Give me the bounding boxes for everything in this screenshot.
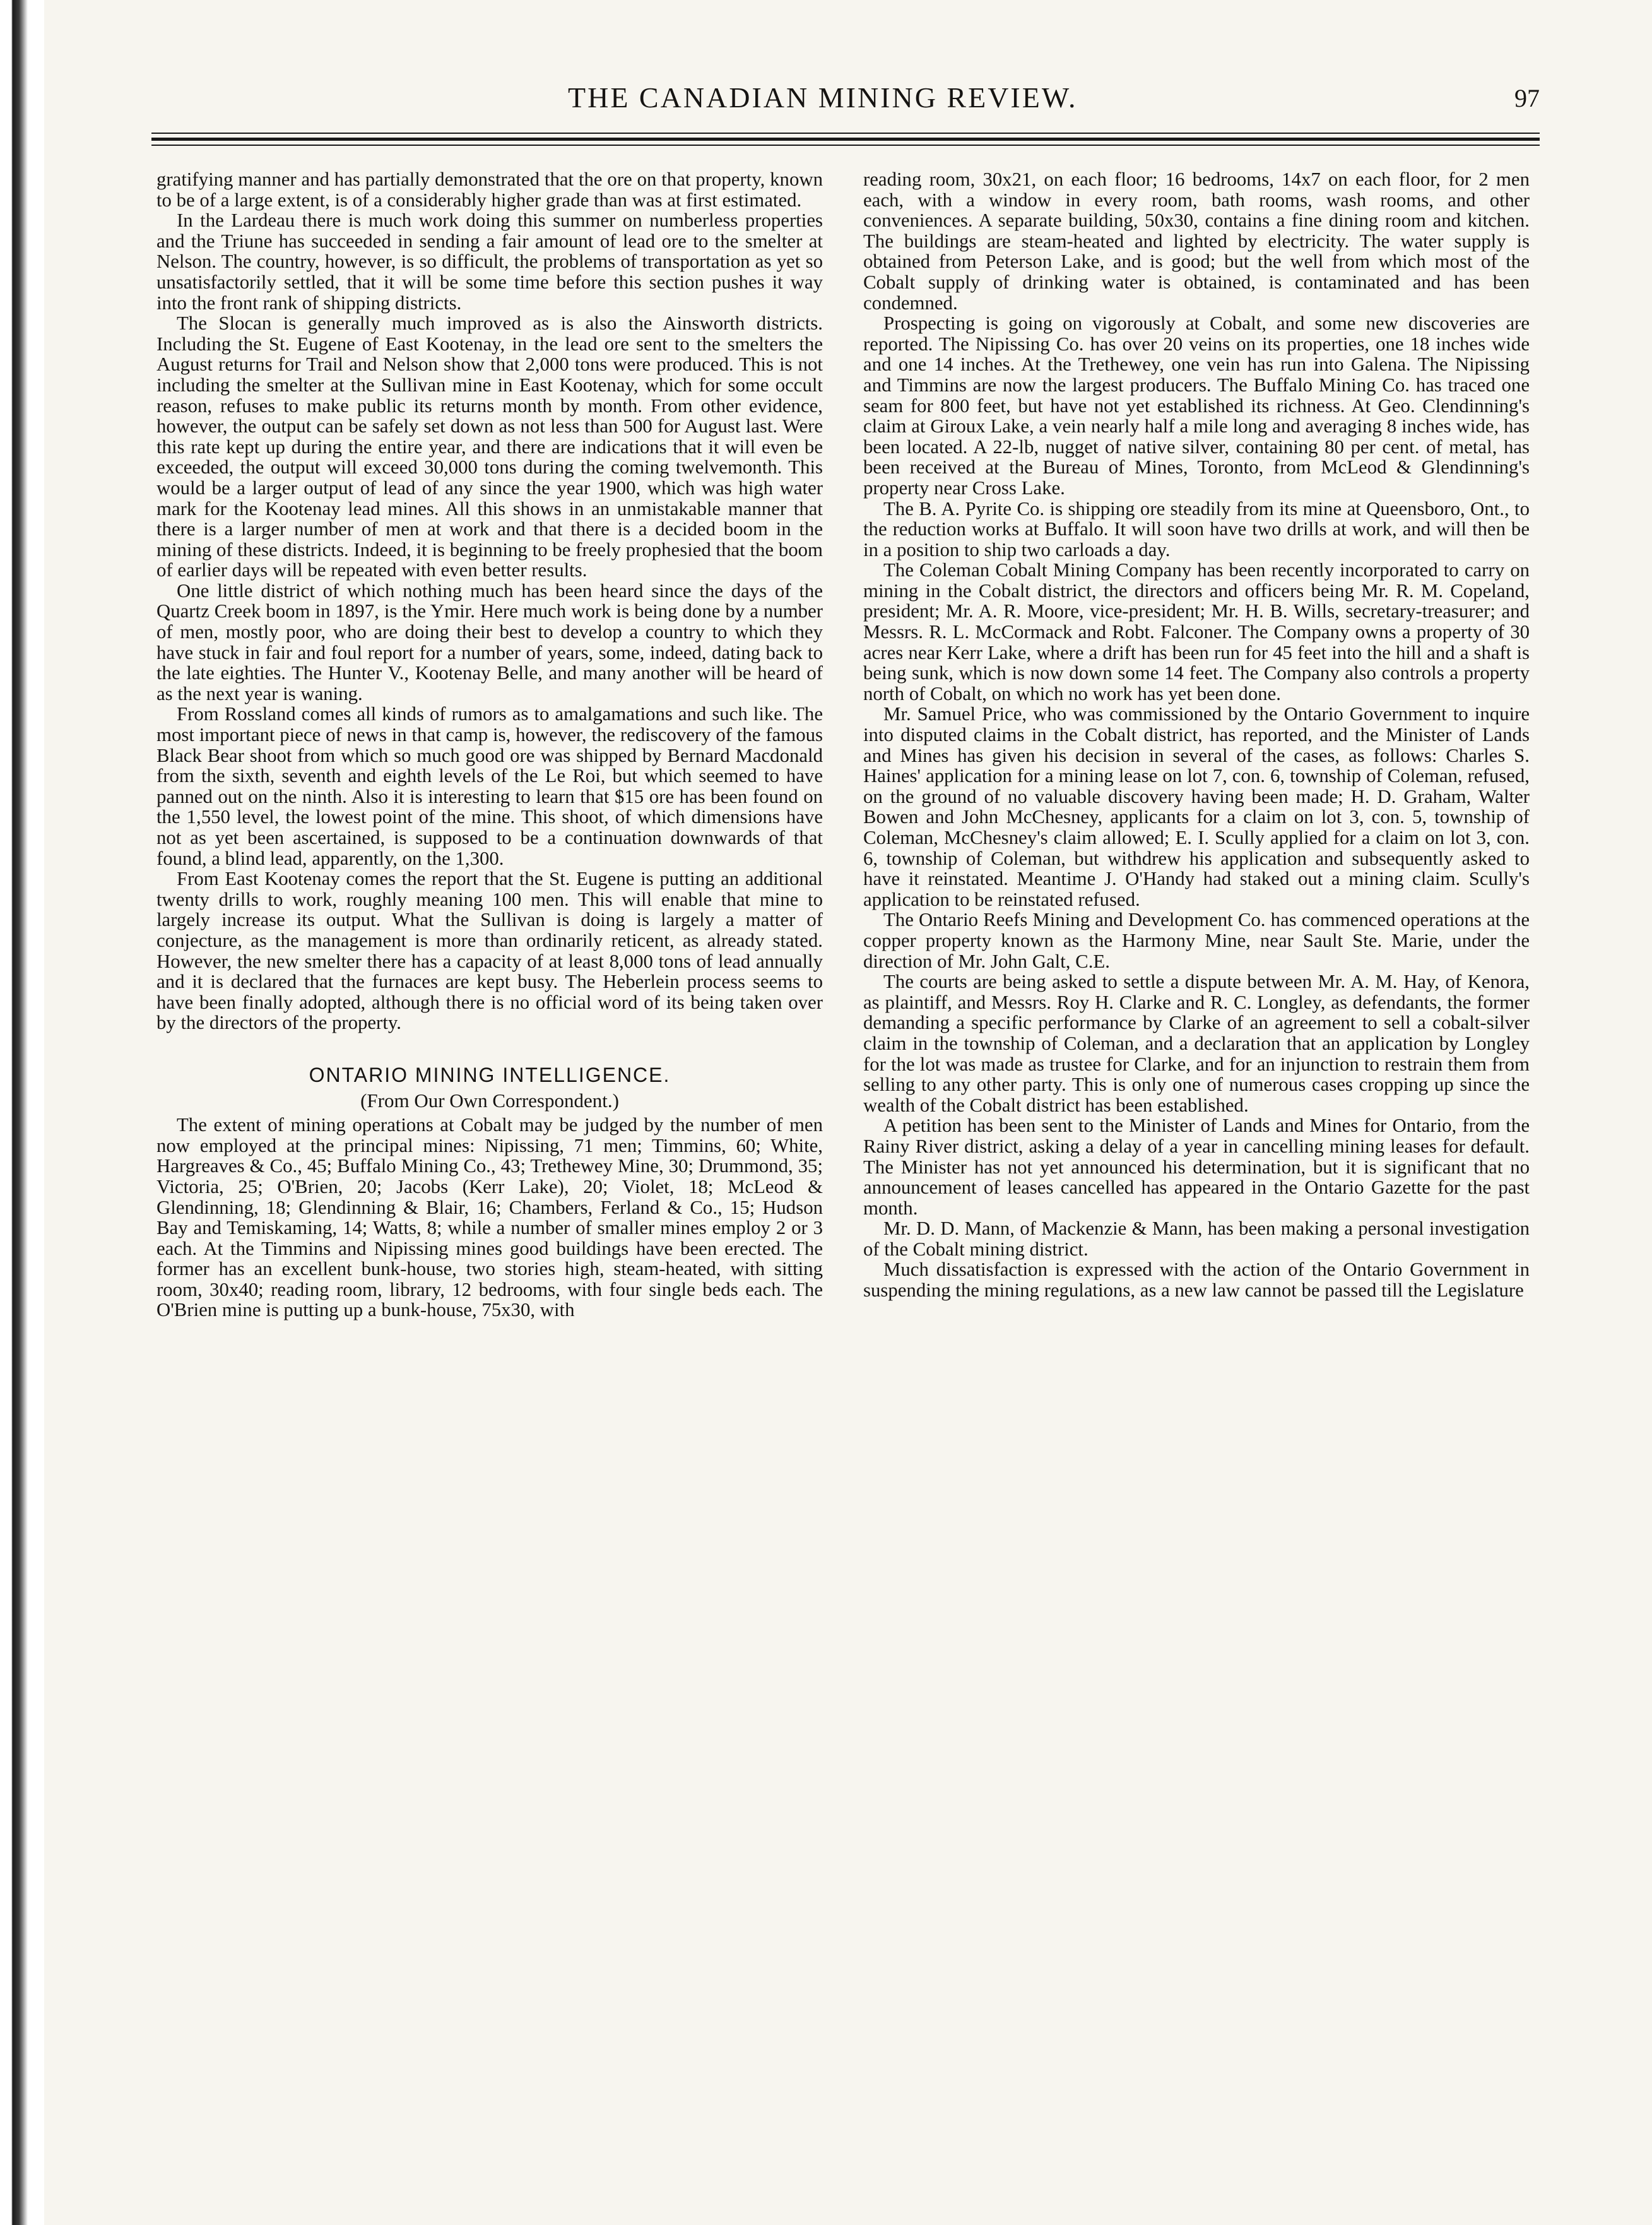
paragraph: From Rossland comes all kinds of rumors as to amalgamations and such like. The most important piece of news in that camp is, however, the rediscovery of the famous Black Bear shoot from which so much good ore was shipped by Bernard Macdonald from the sixth, seventh and eighth levels of the Le Roi, but which seemed to have panned out on the ninth. Also it is interesting to learn that $15 ore has been found on the 1,550 level, the lowest point of the mine. This shoot, of which dimensions have not as yet been ascertained, is supposed to be a continuation downwards of that found, a blind lead, apparently, on the 1,300.: [156, 703, 823, 869]
paragraph: A petition has been sent to the Minister of Lands and Mines for Ontario, from the Rainy River district, asking a delay of a year in cancelling mining leases for default. The Minister has not yet announced his determination, but it is significant that no announcement of leases cancelled has appeared in the Ontario Gazette for the past month.: [863, 1115, 1530, 1219]
paragraph: Mr. Samuel Price, who was commissioned by the Ontario Government to inquire into disputed claims in the Cobalt district, has reported, and the Minister of Lands and Mines has given his decision in several of the cases, as follows: Charles S. Haines' application for a mining lease on lot 7, con. 6, township of Coleman, refused, on the ground of no valuable discovery having been made; H. D. Graham, Walter Bowen and John McChesney, applicants for a claim on lot 3, con. 5, township of Coleman, McChesney's claim allowed; E. I. Scully applied for a claim on lot 3, con. 6, township of Coleman, but withdrew his application and subsequently asked to have it reinstated. Meantime J. O'Handy had staked out a mining claim. Scully's application to be reinstated refused.: [863, 703, 1530, 910]
paragraph: Prospecting is going on vigorously at Cobalt, and some new discoveries are reported. The Nipissing Co. has over 20 veins on its properties, one 18 inches wide and one 14 inches. At the Trethewey, one vein has run into Galena. The Nipissing and Timmins are now the largest producers. The Buffalo Mining Co. has traced one seam for 800 feet, but have not yet established its richness. At Geo. Clendinning's claim at Giroux Lake, a vein nearly half a mile long and averaging 8 inches wide, has been located. A 22-lb, nugget of native silver, containing 80 per cent. of metal, has been received at the Bureau of Mines, Toronto, from McLeod & Glendinning's property near Cross Lake.: [863, 312, 1530, 499]
section-heading: ONTARIO MINING INTELLIGENCE.: [309, 1063, 671, 1086]
paragraph: The courts are being asked to settle a dispute between Mr. A. M. Hay, of Kenora, as plaintiff, and Messrs. Roy H. Clarke and R. C. Longley, as defendants, the former demanding a specific performance by Clarke of an agreement to sell a cobalt-silver claim in the township of Coleman, and a declaration that an application by Longley for the lot was made as trustee for Clarke, and for an injunction to restrain them from selling to any other party. This is only one of numerous cases cropping up since the wealth of the Cobalt district has been established.: [863, 971, 1530, 1116]
binding-edge: [0, 0, 44, 2225]
header-rule-bottom: [151, 145, 1540, 146]
paragraph: One little district of which nothing much has been heard since the days of the Quartz Creek boom in 1897, is the Ymir. Here much work is being done by a number of men, mostly poor, who are doing their best to develop a country to which they have stuck in fair and foul report for a number of years, some, indeed, dating back to the late eighties. The Hunter V., Kootenay Belle, and many another will be heard of as the next year is waning.: [156, 579, 823, 704]
paragraph: The Slocan is generally much improved as is also the Ainsworth districts. Including the St. Eugene of East Kootenay, in the lead ore sent to the smelters the August returns for Trail and Nelson show that 2,000 tons were produced. This is not including the smelter at the Sullivan mine in East Kootenay, which for some occult reason, refuses to make public its returns month by month. From other evidence, however, the output can be safely set down as not less than 500 for August last. Were this rate kept up during the entire year, and there are indications that it will even be exceeded, the output will exceed 30,000 tons during the coming twelvemonth. This would be a larger output of lead of any since the year 1900, which was high water mark for the Kootenay lead mines. All this shows in an unmistakable manner that there is a larger number of men at work and that there is a decided boom in the mining of these districts. Indeed, it is beginning to be freely prophesied that the boom of earlier days will be repeated with even better results.: [156, 312, 823, 581]
paragraph: reading room, 30x21, on each floor; 16 bedrooms, 14x7 on each floor, for 2 men each, with a window in every room, bath rooms, wash rooms, and other conveniences. A separate building, 50x30, contains a fine dining room and kitchen. The buildings are steam-heated and lighted by electricity. The water supply is obtained from Peterson Lake, and is good; but the well from which most of the Cobalt supply of drinking water is obtained, is contaminated and has been condemned.: [863, 169, 1530, 314]
paragraph: In the Lardeau there is much work doing this summer on numberless properties and the Triune has succeeded in sending a fair amount of lead ore to the smelter at Nelson. The country, however, is so difficult, the problems of transportation as yet so unsatisfactorily settled, that it will be some time before this section pushes it way into the front rank of shipping districts.: [156, 210, 823, 314]
paragraph: gratifying manner and has partially demonstrated that the ore on that property, known to be of a large extent, is of a considerably higher grade than was at first estimated.: [156, 169, 823, 211]
paragraph: Mr. D. D. Mann, of Mackenzie & Mann, has been making a personal investigation of the Cobalt mining district.: [863, 1218, 1530, 1260]
paragraph: The Coleman Cobalt Mining Company has been recently incorporated to carry on mining in the Cobalt district, the directors and officers being Mr. R. M. Copeland, president; Mr. A. R. Moore, vice-president; Mr. H. B. Wills, secretary-treasurer; and Messrs. R. L. McCormack and Robt. Falconer. The Company owns a property of 30 acres near Kerr Lake, where a drift has been run for 45 feet into the hill and a shaft is being sunk, which is now down some 14 feet. The Company also controls a property north of Cobalt, on which no work has yet been done.: [863, 559, 1530, 704]
paragraph: From East Kootenay comes the report that the St. Eugene is putting an additional twenty drills to work, roughly meaning 100 men. This will enable that mine to largely increase its output. What the Sullivan is doing is largely a matter of conjecture, as the management is more than ordinarily reticent, as already stated. However, the new smelter there has a capacity of at least 8,000 tons of lead annually and it is declared that the furnaces are kept busy. The Heberlein process seems to have been finally adopted, although there is no official word of its being taken over by the directors of the property.: [156, 868, 823, 1034]
page-number: 97: [1514, 84, 1540, 112]
running-title: THE CANADIAN MINING REVIEW.: [568, 81, 1078, 114]
paragraph: The extent of mining operations at Cobalt may be judged by the number of men now employed at the principal mines: Nipissing, 71 men; Timmins, 60; White, Hargreaves & Co., 45; Buffalo Mining Co., 43; Trethewey Mine, 30; Drummond, 35; Victoria, 25; O'Brien, 20; Jacobs (Kerr Lake), 20; Violet, 18; McLeod & Glendinning, 18; Glendinning & Blair, 16; Chambers, Ferland & Co., 15; Hudson Bay and Temiskaming, 14; Watts, 8; while a number of smaller mines employ 2 or 3 each. At the Timmins and Nipissing mines good buildings have been erected. The former has an excellent bunk-house, two stories high, steam-heated, with sitting room, 30x40; reading room, library, 12 bedrooms, with four single beds each. The O'Brien mine is putting up a bunk-house, 75x30, with: [156, 1114, 823, 1321]
header-rule-thick: [151, 138, 1540, 141]
page-header: [151, 74, 1540, 125]
paragraph: The Ontario Reefs Mining and Development Co. has commenced operations at the copper property known as the Harmony Mine, near Sault Ste. Marie, under the direction of Mr. John Galt, C.E.: [863, 909, 1530, 972]
header-rule-top: [151, 133, 1540, 134]
paragraph: Much dissatisfaction is expressed with the action of the Ontario Government in suspending the mining regulations, as a new law cannot be passed till the Legislature: [863, 1259, 1530, 1302]
paragraph: The B. A. Pyrite Co. is shipping ore steadily from its mine at Queensboro, Ont., to the reduction works at Buffalo. It will soon have two drills at work, and will then be in a position to ship two carloads a day.: [863, 497, 1530, 561]
section-byline: (From Our Own Correspondent.): [360, 1089, 619, 1112]
right-column: [863, 169, 1530, 1301]
left-column: [156, 169, 823, 1320]
